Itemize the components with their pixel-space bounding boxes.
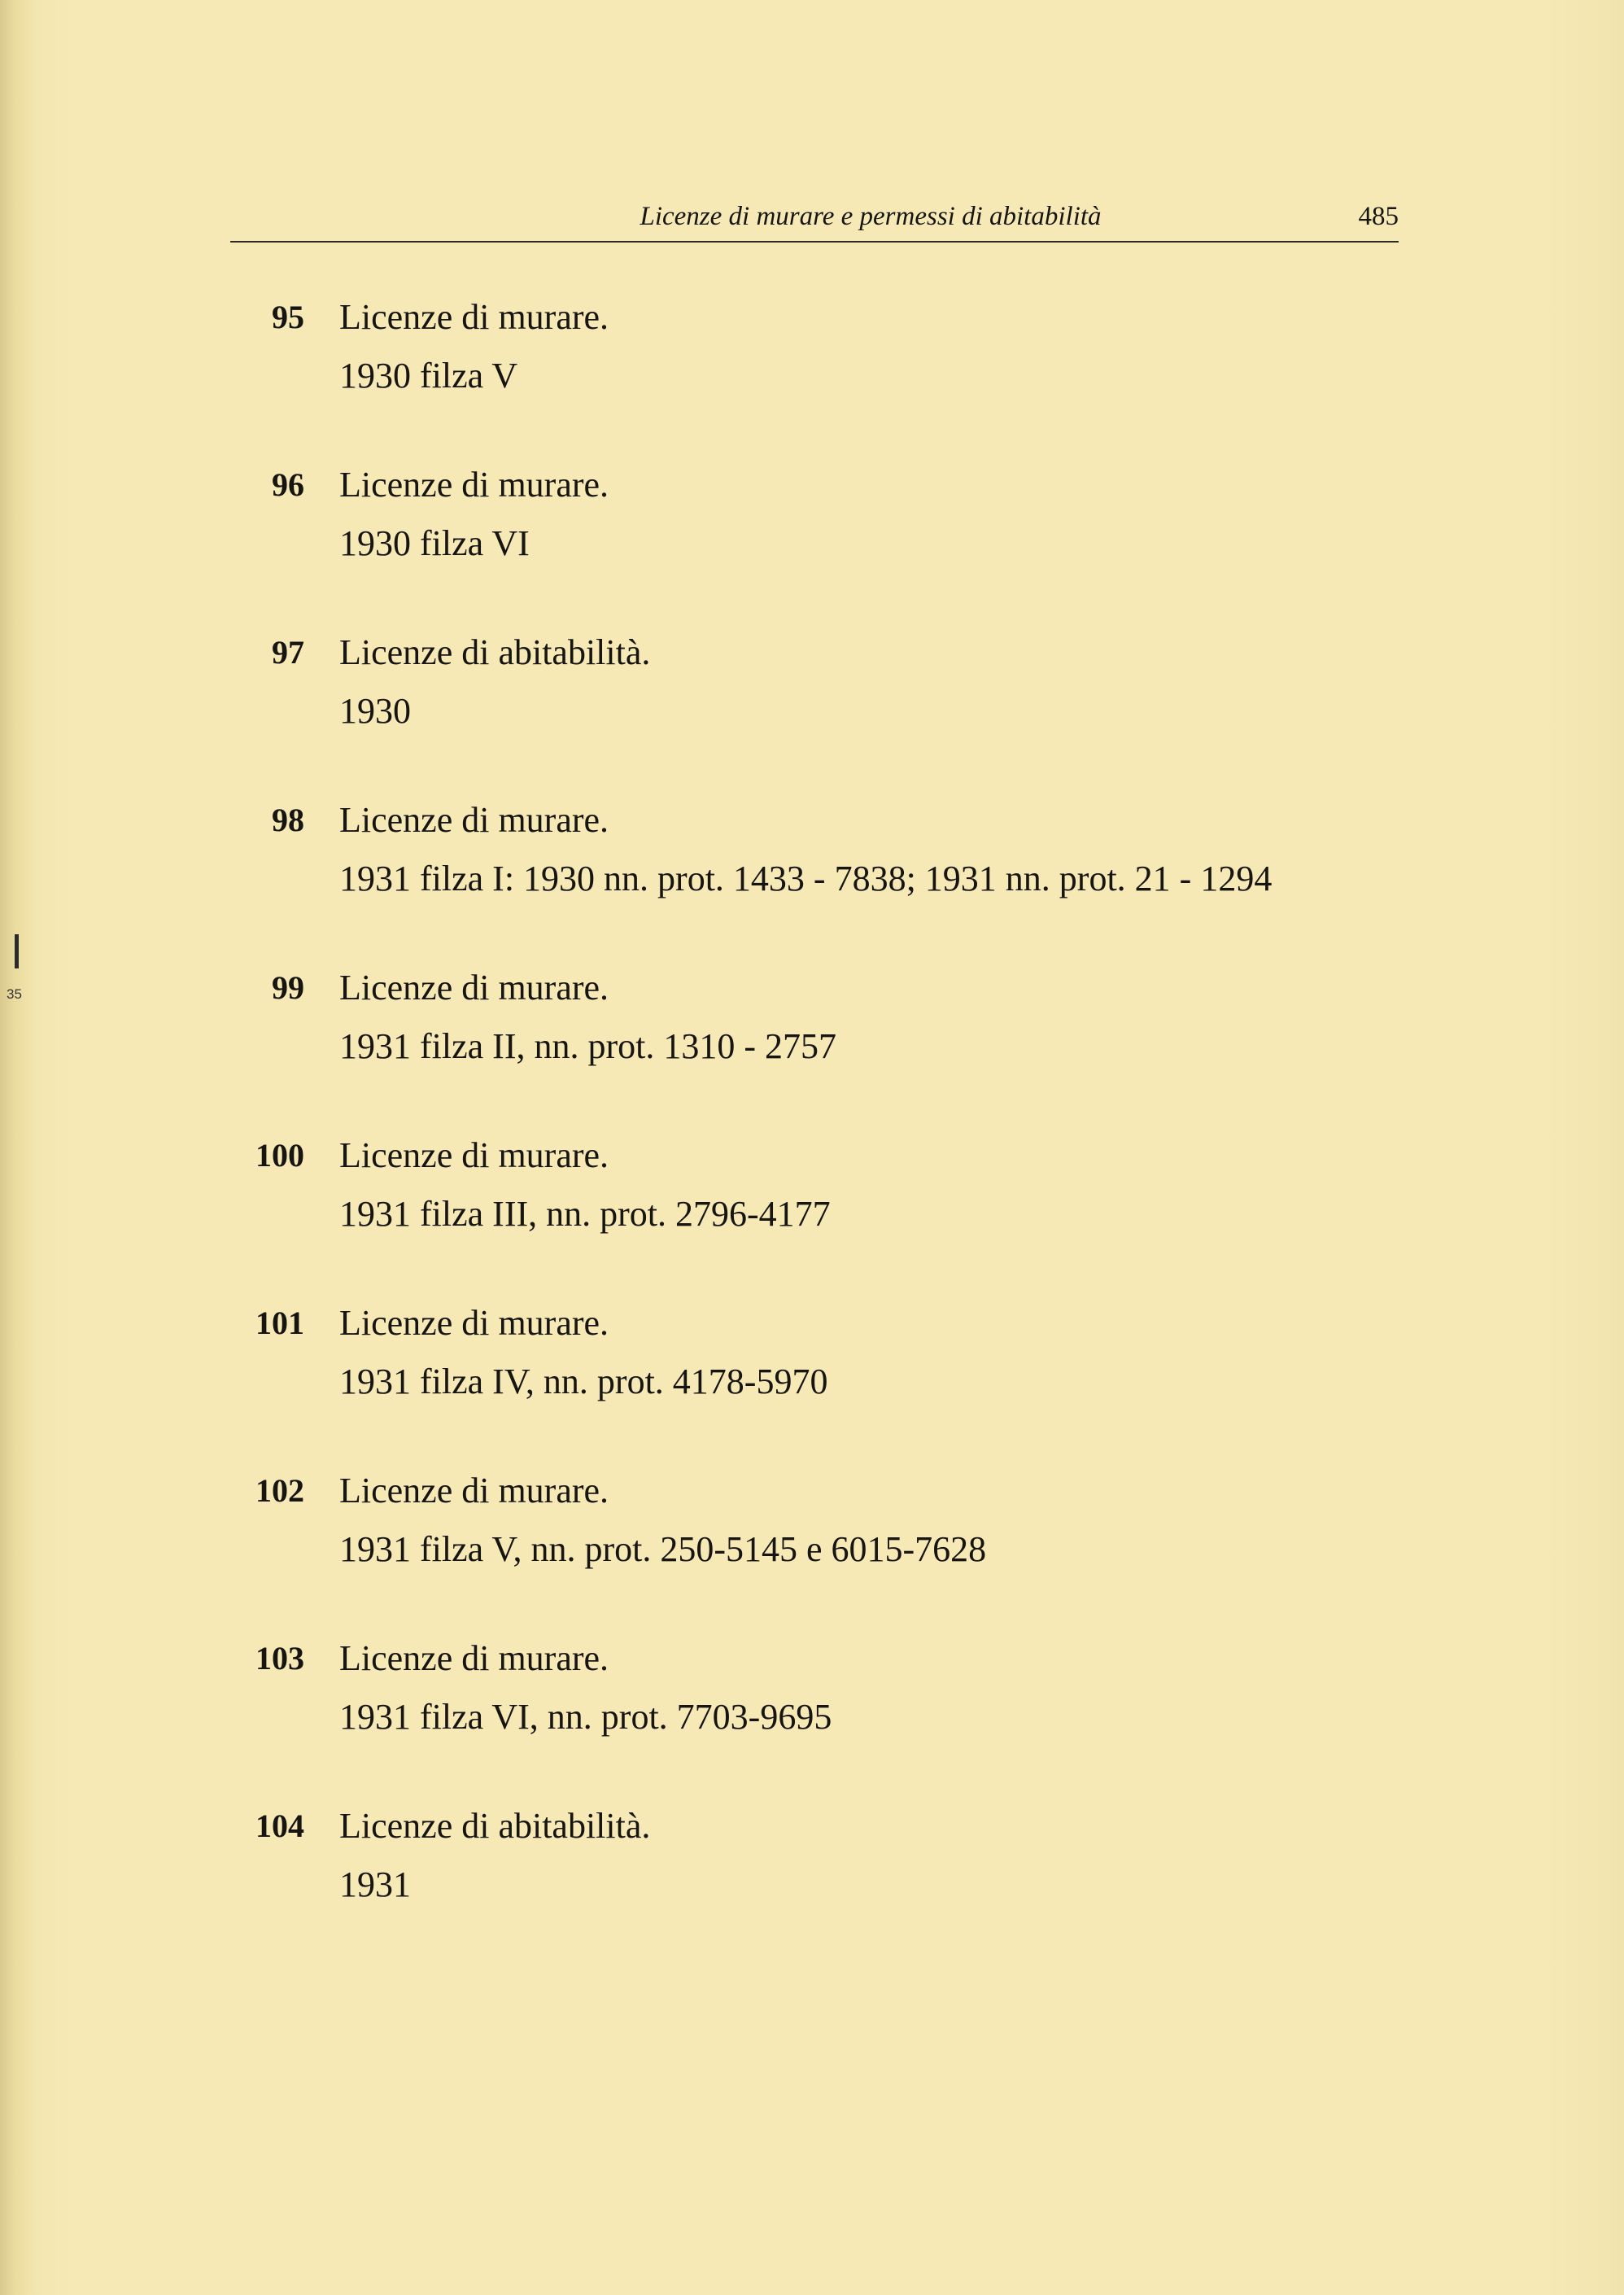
inventory-entry xyxy=(0,1133,1624,1300)
entry-detail: 1931 filza IV, nn. prot. 4178-5970 xyxy=(339,1362,828,1401)
entry-number: 100 xyxy=(255,1137,304,1174)
inventory-list xyxy=(0,295,1624,1971)
entry-number: 104 xyxy=(255,1808,304,1844)
entry-number: 103 xyxy=(255,1640,304,1676)
entry-detail: 1931 filza VI, nn. prot. 7703-9695 xyxy=(339,1697,832,1737)
entry-detail: 1931 filza III, nn. prot. 2796-4177 xyxy=(339,1194,831,1234)
entry-title: Licenze di murare. xyxy=(339,800,609,840)
entry-number: 101 xyxy=(255,1305,304,1341)
entry-detail: 1930 filza V xyxy=(339,356,518,396)
entry-title: Licenze di abitabilità. xyxy=(339,632,651,672)
running-header xyxy=(230,195,1399,243)
running-title: Licenze di murare e permessi di abitabilità xyxy=(640,202,1102,231)
entry-detail: 1931 filza I: 1930 nn. prot. 1433 - 7838; 1931 nn. prot. 21 - 1294 xyxy=(339,859,1273,898)
entry-number: 99 xyxy=(272,969,304,1006)
entry-detail: 1930 filza VI xyxy=(339,523,530,563)
entry-detail: 1931 filza V, nn. prot. 250-5145 e 6015-7628 xyxy=(339,1529,987,1569)
page-number: 485 xyxy=(1358,202,1399,231)
entry-title: Licenze di murare. xyxy=(339,1471,609,1510)
entry-title: Licenze di murare. xyxy=(339,1638,609,1678)
entry-number: 96 xyxy=(272,466,304,503)
inventory-entry xyxy=(0,1300,1624,1468)
inventory-entry xyxy=(0,1803,1624,1971)
inventory-entry xyxy=(0,1636,1624,1803)
entry-title: Licenze di murare. xyxy=(339,1135,609,1175)
gutter-number: 35 xyxy=(7,986,22,1002)
entry-title: Licenze di murare. xyxy=(339,1303,609,1343)
inventory-entry xyxy=(0,295,1624,462)
entry-detail: 1931 filza II, nn. prot. 1310 - 2757 xyxy=(339,1026,836,1066)
inventory-entry xyxy=(0,798,1624,965)
inventory-entry xyxy=(0,965,1624,1133)
entry-number: 98 xyxy=(272,802,304,838)
entry-detail: 1931 xyxy=(339,1864,411,1904)
entry-title: Licenze di abitabilità. xyxy=(339,1806,651,1846)
inventory-entry xyxy=(0,630,1624,798)
entry-number: 102 xyxy=(255,1472,304,1509)
entry-number: 97 xyxy=(272,634,304,671)
inventory-entry xyxy=(0,462,1624,630)
entry-detail: 1930 xyxy=(339,691,411,731)
entry-title: Licenze di murare. xyxy=(339,968,609,1008)
inventory-entry xyxy=(0,1468,1624,1636)
entry-title: Licenze di murare. xyxy=(339,297,609,337)
entry-title: Licenze di murare. xyxy=(339,465,609,505)
entry-number: 95 xyxy=(272,299,304,335)
